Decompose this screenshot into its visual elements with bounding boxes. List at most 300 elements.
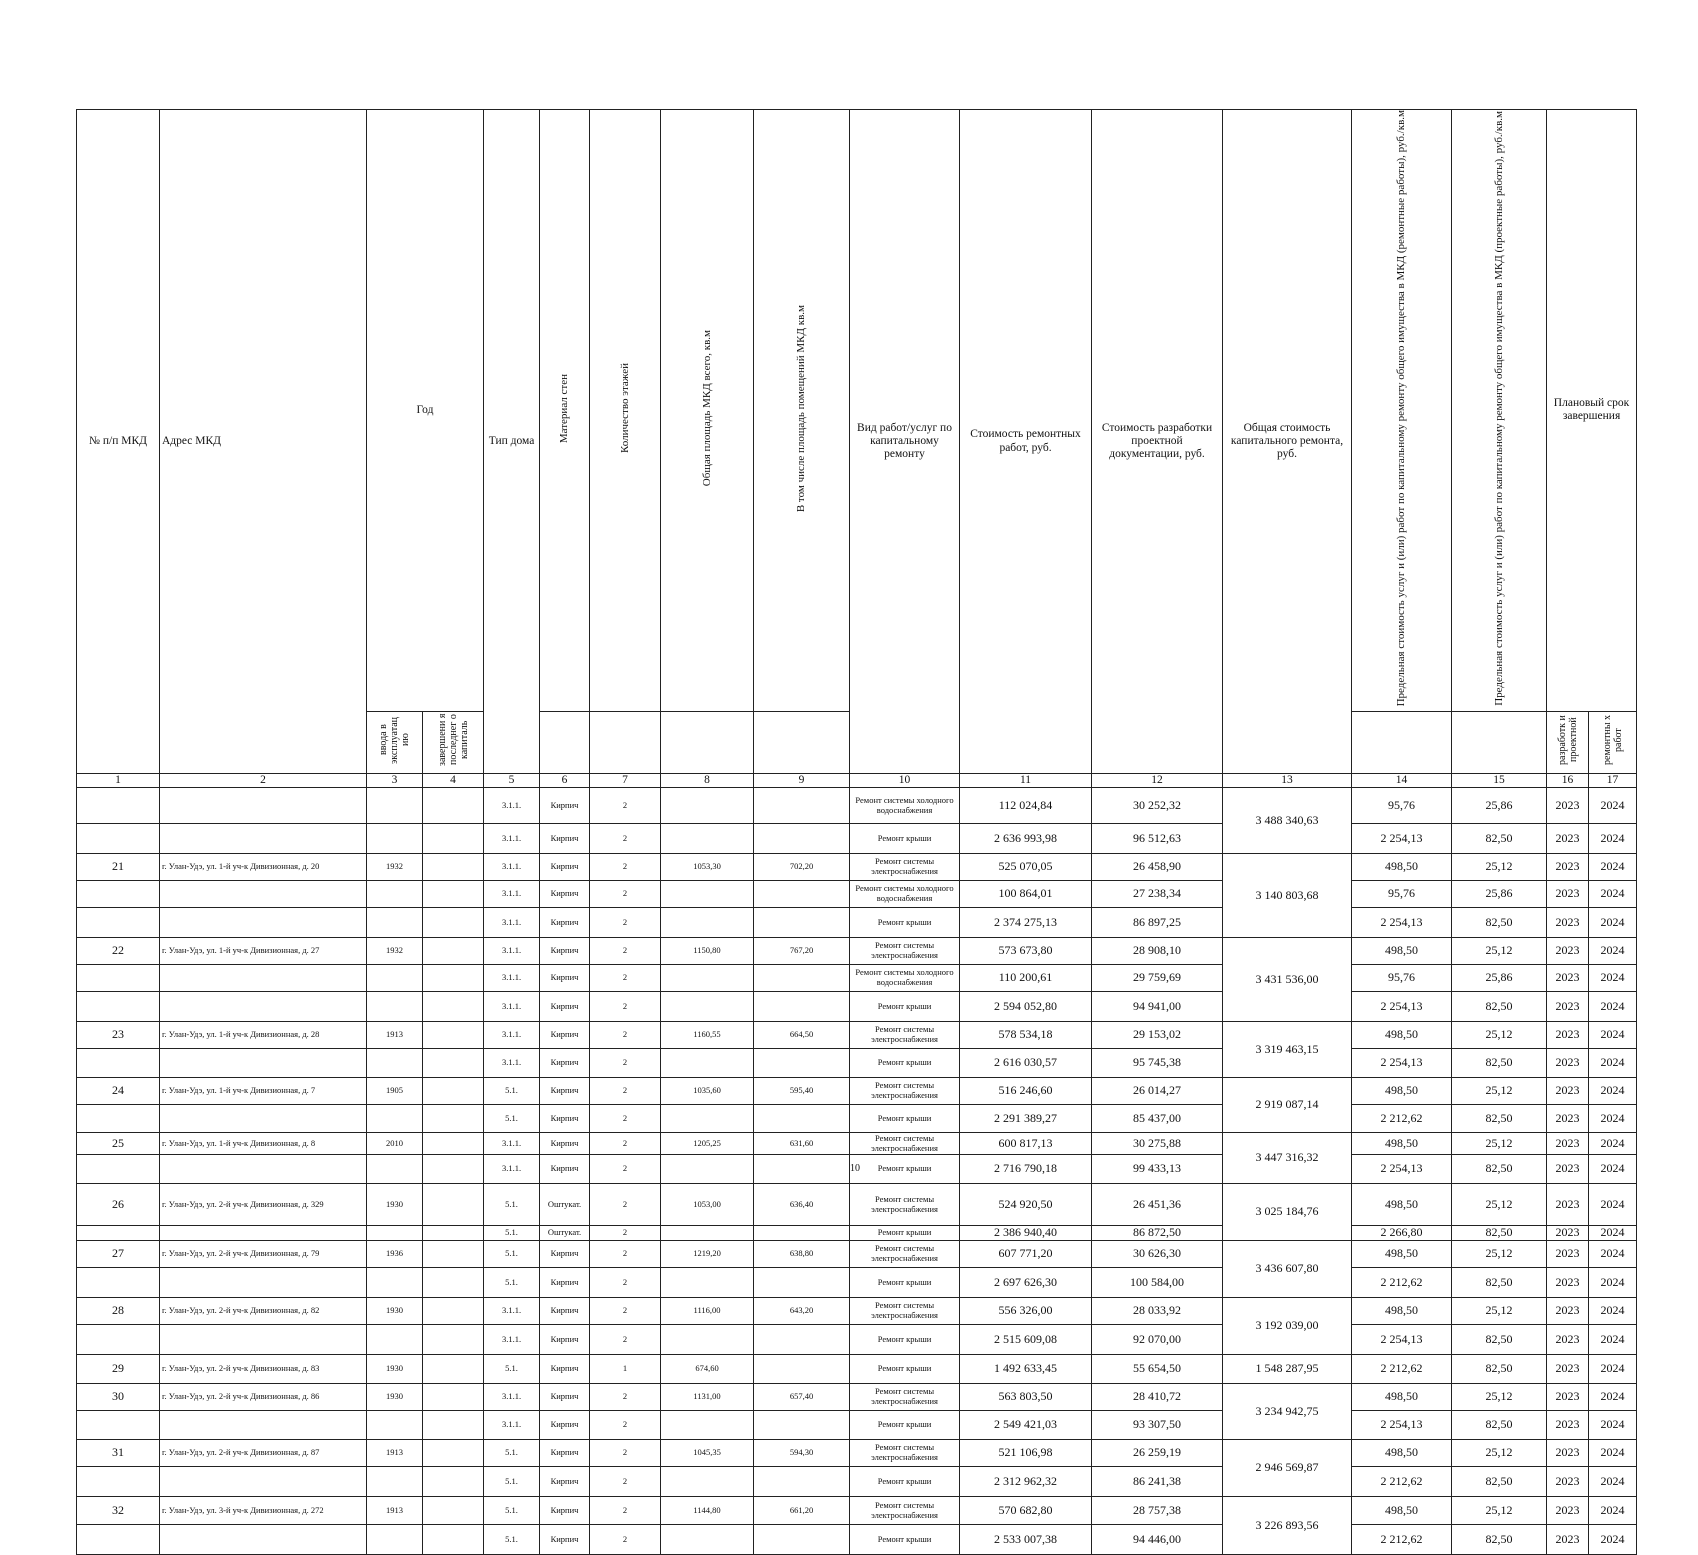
repair-deadline: 2024 xyxy=(1589,1105,1637,1133)
repair-deadline: 2024 xyxy=(1589,1467,1637,1497)
repair-cost: 2 697 626,30 xyxy=(960,1268,1092,1298)
floors-count: 2 xyxy=(590,1078,661,1105)
table-row xyxy=(77,1411,1637,1440)
mkd-number: 21 xyxy=(77,854,160,881)
limit-design-cost: 25,12 xyxy=(1452,938,1547,965)
premises-area: 595,40 xyxy=(754,1078,850,1105)
header-total-area-text: Общая площадь МКД всего, кв.м xyxy=(700,330,713,487)
limit-design-cost: 82,50 xyxy=(1452,1268,1547,1298)
commissioning-year xyxy=(367,1467,423,1497)
wall-material: Кирпич xyxy=(540,1078,590,1105)
mkd-number xyxy=(77,908,160,938)
mkd-address: г. Улан-Удэ, ул. 2-й уч-к Дивизионная, д. 329 xyxy=(160,1184,367,1226)
mkd-number: 28 xyxy=(77,1298,160,1325)
total-area: 1116,00 xyxy=(661,1298,754,1325)
floors-count: 2 xyxy=(590,1226,661,1241)
wall-material: Кирпич xyxy=(540,854,590,881)
header-house-type: Тип дома xyxy=(484,110,540,774)
mkd-address xyxy=(160,1049,367,1078)
commissioning-year xyxy=(367,824,423,854)
premises-area xyxy=(754,908,850,938)
floors-count: 2 xyxy=(590,1467,661,1497)
mkd-number xyxy=(77,788,160,824)
premises-area: 657,40 xyxy=(754,1384,850,1411)
design-deadline: 2023 xyxy=(1547,1384,1589,1411)
repair-deadline: 2024 xyxy=(1589,1155,1637,1184)
total-cost: 2 919 087,14 xyxy=(1223,1078,1352,1133)
mkd-address xyxy=(160,992,367,1022)
repair-deadline: 2024 xyxy=(1589,881,1637,908)
repair-deadline: 2024 xyxy=(1589,1133,1637,1155)
last-repair-year xyxy=(423,992,484,1022)
wall-material: Оштукат. xyxy=(540,1226,590,1241)
design-deadline: 2023 xyxy=(1547,992,1589,1022)
wall-material: Кирпич xyxy=(540,992,590,1022)
mkd-address xyxy=(160,1105,367,1133)
floors-count: 2 xyxy=(590,1384,661,1411)
mkd-number xyxy=(77,1105,160,1133)
header-address: Адрес МКД xyxy=(160,110,367,774)
work-type: Ремонт крыши xyxy=(850,1467,960,1497)
header-total-cost: Общая стоимость капитального ремонта, руб. xyxy=(1223,110,1352,774)
header-floors xyxy=(590,110,661,712)
header-limit-repair-text: Предельная стоимость услуг и (или) работ по капитальному ремонту общего имущества в МКД (ремонтные работы), руб./кв.м xyxy=(1395,110,1408,707)
total-area: 1205,25 xyxy=(661,1133,754,1155)
house-type: 5.1. xyxy=(484,1078,540,1105)
floors-count: 2 xyxy=(590,788,661,824)
repair-cost: 578 534,18 xyxy=(960,1022,1092,1049)
mkd-number: 27 xyxy=(77,1241,160,1268)
total-area xyxy=(661,1467,754,1497)
floors-count: 2 xyxy=(590,1133,661,1155)
total-cost: 3 226 893,56 xyxy=(1223,1497,1352,1555)
repair-cost: 2 549 421,03 xyxy=(960,1411,1092,1440)
last-repair-year xyxy=(423,1241,484,1268)
premises-area: 636,40 xyxy=(754,1184,850,1226)
total-area: 1160,55 xyxy=(661,1022,754,1049)
repair-deadline: 2024 xyxy=(1589,1525,1637,1555)
design-deadline: 2023 xyxy=(1547,1411,1589,1440)
total-area xyxy=(661,1049,754,1078)
total-cost: 3 488 340,63 xyxy=(1223,788,1352,854)
wall-material: Кирпич xyxy=(540,788,590,824)
subheader-empty-8 xyxy=(661,711,754,773)
total-area xyxy=(661,1325,754,1355)
wall-material: Кирпич xyxy=(540,1467,590,1497)
table-row xyxy=(77,1078,1637,1105)
limit-repair-cost: 498,50 xyxy=(1352,1133,1452,1155)
limit-design-cost: 25,12 xyxy=(1452,1298,1547,1325)
mkd-number: 25 xyxy=(77,1133,160,1155)
limit-design-cost: 25,12 xyxy=(1452,1384,1547,1411)
house-type: 5.1. xyxy=(484,1184,540,1226)
house-type: 3.1.1. xyxy=(484,824,540,854)
floors-count: 2 xyxy=(590,1440,661,1467)
floors-count: 2 xyxy=(590,881,661,908)
repair-deadline: 2024 xyxy=(1589,1411,1637,1440)
wall-material: Кирпич xyxy=(540,881,590,908)
header-mkd-number: № п/п МКД xyxy=(77,110,160,774)
design-deadline: 2023 xyxy=(1547,1467,1589,1497)
last-repair-year xyxy=(423,1226,484,1241)
mkd-address xyxy=(160,908,367,938)
mkd-address xyxy=(160,788,367,824)
limit-repair-cost: 498,50 xyxy=(1352,1022,1452,1049)
wall-material: Кирпич xyxy=(540,1497,590,1525)
last-repair-year xyxy=(423,965,484,992)
work-type: Ремонт системы электроснабжения xyxy=(850,854,960,881)
limit-design-cost: 25,12 xyxy=(1452,854,1547,881)
design-deadline: 2023 xyxy=(1547,1497,1589,1525)
premises-area xyxy=(754,1355,850,1384)
floors-count: 2 xyxy=(590,1105,661,1133)
premises-area xyxy=(754,965,850,992)
total-area: 1150,80 xyxy=(661,938,754,965)
table-row xyxy=(77,1022,1637,1049)
commissioning-year: 1930 xyxy=(367,1298,423,1325)
total-area xyxy=(661,824,754,854)
subheader-commissioning xyxy=(367,711,423,773)
repair-cost: 2 291 389,27 xyxy=(960,1105,1092,1133)
house-type: 3.1.1. xyxy=(484,1049,540,1078)
commissioning-year xyxy=(367,881,423,908)
commissioning-year xyxy=(367,965,423,992)
repair-cost: 1 492 633,45 xyxy=(960,1355,1092,1384)
commissioning-year: 1905 xyxy=(367,1078,423,1105)
header-wall-material xyxy=(540,110,590,712)
table-row xyxy=(77,1298,1637,1325)
mkd-address: г. Улан-Удэ, ул. 1-й уч-к Дивизионная, д. 20 xyxy=(160,854,367,881)
commissioning-year: 1930 xyxy=(367,1384,423,1411)
design-deadline: 2023 xyxy=(1547,788,1589,824)
total-area xyxy=(661,908,754,938)
repair-deadline: 2024 xyxy=(1589,908,1637,938)
commissioning-year: 1913 xyxy=(367,1497,423,1525)
subheader-commissioning-text: ввода в эксплуатац ию xyxy=(378,716,411,764)
limit-repair-cost: 498,50 xyxy=(1352,854,1452,881)
house-type: 5.1. xyxy=(484,1467,540,1497)
limit-design-cost: 25,12 xyxy=(1452,1241,1547,1268)
wall-material: Кирпич xyxy=(540,1384,590,1411)
total-area xyxy=(661,881,754,908)
total-area: 1053,00 xyxy=(661,1184,754,1226)
premises-area: 661,20 xyxy=(754,1497,850,1525)
repair-cost: 2 374 275,13 xyxy=(960,908,1092,938)
design-deadline: 2023 xyxy=(1547,1184,1589,1226)
wall-material: Кирпич xyxy=(540,824,590,854)
table-row xyxy=(77,824,1637,854)
house-type: 3.1.1. xyxy=(484,908,540,938)
floors-count: 2 xyxy=(590,1268,661,1298)
house-type: 3.1.1. xyxy=(484,1325,540,1355)
table-row xyxy=(77,965,1637,992)
total-cost: 3 234 942,75 xyxy=(1223,1384,1352,1440)
repair-cost: 516 246,60 xyxy=(960,1078,1092,1105)
wall-material: Оштукат. xyxy=(540,1184,590,1226)
design-cost: 99 433,13 xyxy=(1092,1155,1223,1184)
repair-deadline: 2024 xyxy=(1589,1325,1637,1355)
design-cost: 26 014,27 xyxy=(1092,1078,1223,1105)
column-number-10: 10 xyxy=(850,774,960,788)
table-row xyxy=(77,1384,1637,1411)
premises-area: 702,20 xyxy=(754,854,850,881)
mkd-address: г. Улан-Удэ, ул. 1-й уч-к Дивизионная, д. 27 xyxy=(160,938,367,965)
mkd-number: 29 xyxy=(77,1355,160,1384)
design-deadline: 2023 xyxy=(1547,1049,1589,1078)
design-cost: 100 584,00 xyxy=(1092,1268,1223,1298)
wall-material: Кирпич xyxy=(540,1241,590,1268)
design-cost: 86 872,50 xyxy=(1092,1226,1223,1241)
total-area xyxy=(661,1226,754,1241)
repair-cost: 2 515 609,08 xyxy=(960,1325,1092,1355)
limit-design-cost: 25,86 xyxy=(1452,965,1547,992)
total-cost: 3 192 039,00 xyxy=(1223,1298,1352,1355)
limit-repair-cost: 2 254,13 xyxy=(1352,992,1452,1022)
design-deadline: 2023 xyxy=(1547,881,1589,908)
work-type: Ремонт системы холодного водоснабжения xyxy=(850,788,960,824)
limit-design-cost: 25,12 xyxy=(1452,1440,1547,1467)
limit-repair-cost: 2 254,13 xyxy=(1352,1325,1452,1355)
work-type: Ремонт системы электроснабжения xyxy=(850,1078,960,1105)
limit-design-cost: 82,50 xyxy=(1452,908,1547,938)
house-type: 3.1.1. xyxy=(484,1155,540,1184)
design-deadline: 2023 xyxy=(1547,824,1589,854)
repair-deadline: 2024 xyxy=(1589,1298,1637,1325)
design-deadline: 2023 xyxy=(1547,1241,1589,1268)
commissioning-year xyxy=(367,992,423,1022)
mkd-address: г. Улан-Удэ, ул. 3-й уч-к Дивизионная, д. 272 xyxy=(160,1497,367,1525)
premises-area: 631,60 xyxy=(754,1133,850,1155)
table-row xyxy=(77,1268,1637,1298)
house-type: 3.1.1. xyxy=(484,938,540,965)
limit-repair-cost: 2 254,13 xyxy=(1352,824,1452,854)
total-cost: 3 447 316,32 xyxy=(1223,1133,1352,1184)
commissioning-year xyxy=(367,1049,423,1078)
limit-repair-cost: 2 212,62 xyxy=(1352,1105,1452,1133)
limit-design-cost: 82,50 xyxy=(1452,1105,1547,1133)
wall-material: Кирпич xyxy=(540,1298,590,1325)
floors-count: 1 xyxy=(590,1355,661,1384)
last-repair-year xyxy=(423,1467,484,1497)
commissioning-year xyxy=(367,1105,423,1133)
header-limit-design-text: Предельная стоимость услуг и (или) работ по капитальному ремонту общего имущества в МКД (проектные работы), руб./кв.м xyxy=(1492,110,1505,706)
design-deadline: 2023 xyxy=(1547,965,1589,992)
limit-repair-cost: 498,50 xyxy=(1352,938,1452,965)
mkd-address xyxy=(160,824,367,854)
premises-area: 638,80 xyxy=(754,1241,850,1268)
limit-design-cost: 25,12 xyxy=(1452,1022,1547,1049)
wall-material: Кирпич xyxy=(540,938,590,965)
work-type: Ремонт системы электроснабжения xyxy=(850,1022,960,1049)
last-repair-year xyxy=(423,1078,484,1105)
wall-material: Кирпич xyxy=(540,1525,590,1555)
design-cost: 30 275,88 xyxy=(1092,1133,1223,1155)
header-limit-repair xyxy=(1352,110,1452,712)
mkd-number xyxy=(77,1226,160,1241)
column-number-5: 5 xyxy=(484,774,540,788)
repair-cost: 100 864,01 xyxy=(960,881,1092,908)
mkd-address xyxy=(160,1525,367,1555)
mkd-number: 23 xyxy=(77,1022,160,1049)
design-cost: 29 759,69 xyxy=(1092,965,1223,992)
commissioning-year xyxy=(367,908,423,938)
column-number-13: 13 xyxy=(1223,774,1352,788)
subheader-design-deadline xyxy=(1547,711,1589,773)
commissioning-year: 1932 xyxy=(367,854,423,881)
column-number-3: 3 xyxy=(367,774,423,788)
subheader-empty-7 xyxy=(590,711,661,773)
mkd-number xyxy=(77,1411,160,1440)
last-repair-year xyxy=(423,788,484,824)
mkd-address: г. Улан-Удэ, ул. 2-й уч-к Дивизионная, д. 86 xyxy=(160,1384,367,1411)
house-type: 3.1.1. xyxy=(484,1298,540,1325)
subheader-empty-14 xyxy=(1352,711,1452,773)
table-row xyxy=(77,1226,1637,1241)
mkd-number: 31 xyxy=(77,1440,160,1467)
limit-design-cost: 25,12 xyxy=(1452,1078,1547,1105)
table-row xyxy=(77,1133,1637,1155)
design-deadline: 2023 xyxy=(1547,1133,1589,1155)
mkd-number: 30 xyxy=(77,1384,160,1411)
mkd-number xyxy=(77,965,160,992)
premises-area xyxy=(754,881,850,908)
design-cost: 96 512,63 xyxy=(1092,824,1223,854)
limit-repair-cost: 498,50 xyxy=(1352,1298,1452,1325)
commissioning-year: 1932 xyxy=(367,938,423,965)
house-type: 5.1. xyxy=(484,1525,540,1555)
house-type: 5.1. xyxy=(484,1497,540,1525)
premises-area xyxy=(754,1049,850,1078)
work-type: Ремонт крыши xyxy=(850,1325,960,1355)
commissioning-year xyxy=(367,1411,423,1440)
design-cost: 85 437,00 xyxy=(1092,1105,1223,1133)
work-type: Ремонт крыши xyxy=(850,908,960,938)
header-wall-material-text: Материал стен xyxy=(558,373,571,443)
wall-material: Кирпич xyxy=(540,1133,590,1155)
total-area: 1144,80 xyxy=(661,1497,754,1525)
premises-area: 767,20 xyxy=(754,938,850,965)
last-repair-year xyxy=(423,1355,484,1384)
design-cost: 30 626,30 xyxy=(1092,1241,1223,1268)
repair-cost: 2 594 052,80 xyxy=(960,992,1092,1022)
last-repair-year xyxy=(423,1384,484,1411)
work-type: Ремонт крыши xyxy=(850,1268,960,1298)
subheader-last-repair-text: завершени я последнег о капиталь xyxy=(436,713,470,766)
design-cost: 55 654,50 xyxy=(1092,1355,1223,1384)
mkd-address xyxy=(160,1226,367,1241)
subheader-empty-6 xyxy=(540,711,590,773)
commissioning-year xyxy=(367,788,423,824)
limit-design-cost: 25,12 xyxy=(1452,1497,1547,1525)
limit-design-cost: 82,50 xyxy=(1452,1155,1547,1184)
commissioning-year xyxy=(367,1268,423,1298)
header-year: Год xyxy=(367,110,484,712)
design-cost: 28 757,38 xyxy=(1092,1497,1223,1525)
house-type: 3.1.1. xyxy=(484,854,540,881)
repair-deadline: 2024 xyxy=(1589,1355,1637,1384)
last-repair-year xyxy=(423,1325,484,1355)
repair-deadline: 2024 xyxy=(1589,1241,1637,1268)
premises-area xyxy=(754,992,850,1022)
mkd-number: 26 xyxy=(77,1184,160,1226)
limit-repair-cost: 498,50 xyxy=(1352,1078,1452,1105)
column-number-11: 11 xyxy=(960,774,1092,788)
house-type: 3.1.1. xyxy=(484,965,540,992)
repair-cost: 2 386 940,40 xyxy=(960,1226,1092,1241)
floors-count: 2 xyxy=(590,938,661,965)
table-row xyxy=(77,908,1637,938)
design-cost: 26 451,36 xyxy=(1092,1184,1223,1226)
design-deadline: 2023 xyxy=(1547,1525,1589,1555)
premises-area xyxy=(754,788,850,824)
total-cost: 2 946 569,87 xyxy=(1223,1440,1352,1497)
limit-repair-cost: 2 254,13 xyxy=(1352,908,1452,938)
limit-design-cost: 82,50 xyxy=(1452,1525,1547,1555)
floors-count: 2 xyxy=(590,824,661,854)
subheader-design-deadline-text: разработк и проектной xyxy=(1556,714,1579,765)
mkd-address xyxy=(160,1325,367,1355)
table-row xyxy=(77,881,1637,908)
total-area: 674,60 xyxy=(661,1355,754,1384)
premises-area: 643,20 xyxy=(754,1298,850,1325)
work-type: Ремонт системы электроснабжения xyxy=(850,1184,960,1226)
wall-material: Кирпич xyxy=(540,1268,590,1298)
table-row xyxy=(77,1184,1637,1226)
wall-material: Кирпич xyxy=(540,1411,590,1440)
limit-design-cost: 82,50 xyxy=(1452,992,1547,1022)
design-cost: 95 745,38 xyxy=(1092,1049,1223,1078)
house-type: 3.1.1. xyxy=(484,881,540,908)
repair-deadline: 2024 xyxy=(1589,854,1637,881)
house-type: 3.1.1. xyxy=(484,992,540,1022)
floors-count: 2 xyxy=(590,1241,661,1268)
floors-count: 2 xyxy=(590,1497,661,1525)
subheader-empty-9 xyxy=(754,711,850,773)
column-number-2: 2 xyxy=(160,774,367,788)
total-area: 1035,60 xyxy=(661,1078,754,1105)
page-number: 10 xyxy=(850,1163,860,1174)
design-deadline: 2023 xyxy=(1547,854,1589,881)
wall-material: Кирпич xyxy=(540,1022,590,1049)
table-row xyxy=(77,1325,1637,1355)
last-repair-year xyxy=(423,908,484,938)
mkd-number xyxy=(77,1525,160,1555)
limit-design-cost: 25,12 xyxy=(1452,1184,1547,1226)
repair-deadline: 2024 xyxy=(1589,1022,1637,1049)
wall-material: Кирпич xyxy=(540,1355,590,1384)
design-cost: 93 307,50 xyxy=(1092,1411,1223,1440)
limit-repair-cost: 498,50 xyxy=(1352,1384,1452,1411)
repair-deadline: 2024 xyxy=(1589,1078,1637,1105)
work-type: Ремонт крыши xyxy=(850,1525,960,1555)
column-numbers-row xyxy=(77,774,1637,788)
premises-area: 594,30 xyxy=(754,1440,850,1467)
house-type: 3.1.1. xyxy=(484,1411,540,1440)
work-type: Ремонт крыши xyxy=(850,1155,960,1184)
repair-cost: 2 616 030,57 xyxy=(960,1049,1092,1078)
mkd-address: г. Улан-Удэ, ул. 2-й уч-к Дивизионная, д. 83 xyxy=(160,1355,367,1384)
last-repair-year xyxy=(423,824,484,854)
repair-cost: 2 636 993,98 xyxy=(960,824,1092,854)
design-cost: 94 941,00 xyxy=(1092,992,1223,1022)
work-type: Ремонт крыши xyxy=(850,1355,960,1384)
commissioning-year xyxy=(367,1325,423,1355)
header-work-type: Вид работ/услуг по капитальному ремонту xyxy=(850,110,960,774)
limit-repair-cost: 2 254,13 xyxy=(1352,1155,1452,1184)
repair-cost: 524 920,50 xyxy=(960,1184,1092,1226)
last-repair-year xyxy=(423,1133,484,1155)
work-type: Ремонт системы электроснабжения xyxy=(850,1298,960,1325)
